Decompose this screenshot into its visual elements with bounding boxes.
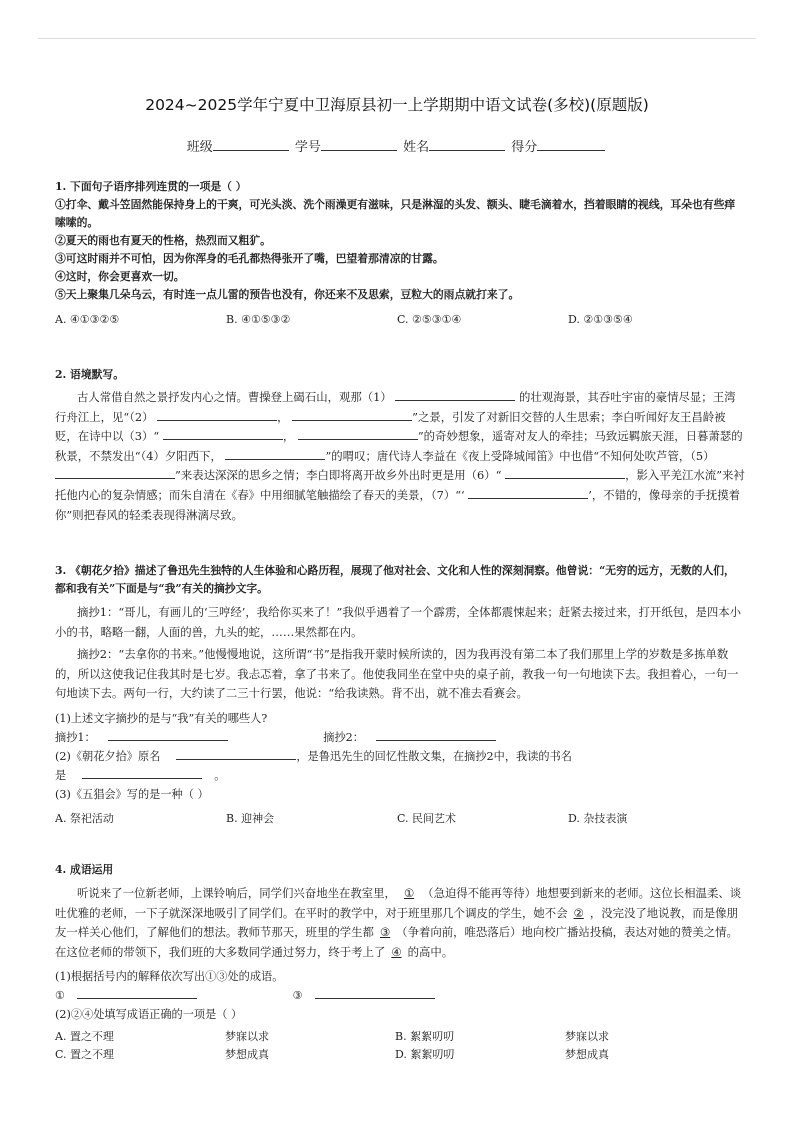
excerpt-2-blank[interactable] [376,728,496,741]
option-b[interactable]: B. ④①⑤③② [226,313,291,326]
student-info-line [0,136,794,155]
sentence-5: ⑤天上聚集几朵乌云，有时连一点儿雷的预告也没有，你还来不及思索，豆粒大的雨点就打来了。 [55,288,520,301]
question-3-options [55,810,745,828]
passage-text: ，影入平羌江水流”来衬托他内心的复杂情感；而朱自清在《春》中用细腻笔触描绘了春天的美景，（7）“‘ [55,468,745,502]
question-3 [55,562,745,828]
class-blank[interactable] [213,137,289,151]
fill-blank-5[interactable] [55,466,175,479]
sub-question-2-text: (2)《朝花夕拾》原名 [55,749,161,763]
sub-question-1-answers [55,986,745,1005]
fill-blank-6[interactable] [505,466,625,479]
sub-question-1-answers [55,728,745,747]
option-a[interactable]: A. 祭祀活动 [55,811,114,825]
score-label: 得分 [511,140,538,155]
option-b[interactable]: B. 絮絮叨叨 [395,1030,455,1044]
blank-marker-1[interactable]: ① [403,886,415,900]
blank-marker-4[interactable]: ④ [391,944,402,959]
excerpt-1-blank[interactable] [108,728,228,741]
fill-blank-2a[interactable] [157,408,277,421]
name-blank[interactable] [429,137,505,151]
fill-blank-4[interactable] [225,447,325,460]
name-label: 姓名 [403,140,430,155]
sub-question-3: (3)《五猖会》写的是一种（ ） [55,787,209,801]
blank-marker-3[interactable]: ③ [379,925,391,940]
question-4-stem: 4. 成语运用 [55,863,114,876]
option-d[interactable]: D. ②①③⑤④ [568,313,633,326]
excerpt-1-label: 摘抄1： [55,730,96,744]
answer-1-blank[interactable] [77,986,197,999]
passage-text: 古人常借自然之景抒发内心之情。曹操登上碣石山，观那（1） [77,390,392,404]
sub-question-1: (1)根据括号内的解释依次写出①③处的成语。 [55,970,284,984]
number-label: 学号 [294,140,321,155]
fill-blank-2b[interactable] [292,408,412,421]
score-blank[interactable] [537,137,605,151]
top-rule [38,38,756,39]
sentence-3: ③可这时雨并不可怕，因为你浑身的毛孔都热得张开了嘴，巴望着那清凉的甘露。 [55,252,444,265]
answer-1-label: ① [55,989,66,1003]
question-3-stem: 3. 《朝花夕拾》描述了鲁迅先生独特的人生体验和心路历程，展现了他对社会、文化和人性的深刻洞察。他曾说：“无穷的远方，无数的人们，都和我有关”下面是与“我”有关的摘抄文字。 [55,564,735,595]
passage-text: ， [282,429,295,444]
sub-question-2-text: ，是鲁迅先生的回忆性散文集，在摘抄2中，我读的书名 [296,749,572,763]
option-c-second: 梦想成真 [225,1048,269,1062]
passage-text: ”来表达深深的思乡之情；李白即将离开故乡外出时更是用（6）“ [175,468,502,483]
passage-text: 的高中。 [407,944,454,959]
option-d[interactable]: D. 絮絮叨叨 [395,1048,455,1062]
passage-text: ”的喟叹；唐代诗人李益在《夜上受降城闻笛》中也借“不知何处吹芦管，（5） [325,448,715,463]
fill-blank-3b[interactable] [298,427,418,440]
book-name-blank[interactable] [82,766,202,779]
passage-text: 听说来了一位新老师，上课铃响后，同学们兴奋地坐在教室里， [77,886,396,900]
question-1-stem: 1. 下面句子语序排列连贯的一项是（ ） [55,180,247,193]
option-b[interactable]: B. 迎神会 [226,811,275,825]
fill-blank-7[interactable] [468,486,588,499]
question-2-stem: 2. 语境默写。 [55,368,125,381]
sub-question-2: (2)②④处填写成语正确的一项是（ ） [55,1008,243,1022]
option-a[interactable]: A. 置之不理 [55,1030,114,1044]
question-1 [55,178,745,329]
sub-question-2 [55,747,745,766]
question-4-options-row-1 [55,1028,745,1046]
passage-text: （争着向前，唯恐落后）地向校广播站投稿，表达对她的赞美之情。在这位老师的带领下，我们班的大多数同学通过努力，终于考上了 [55,925,738,959]
option-c[interactable]: C. 置之不理 [55,1048,115,1062]
question-2 [55,366,745,525]
sub-question-2-text: 。 [214,768,226,782]
fill-blank-1[interactable] [395,388,515,401]
sub-question-2-cont [55,766,745,785]
blank-marker-2[interactable]: ② [573,905,584,920]
number-blank[interactable] [321,137,397,151]
sentence-2: ②夏天的雨也有夏天的性格，热烈而又粗犷。 [55,234,271,247]
passage-text: ”的奇妙想象，遥寄对友人的牵挂；马致远羁旅天涯，日暮萧瑟的秋景，不禁发出“（4）夕阳西下， [55,429,743,463]
option-b-second: 梦寐以求 [565,1030,609,1044]
question-4 [55,861,745,1064]
option-d-second: 梦想成真 [565,1048,609,1062]
passage-text: ，没完没了地说教，而是像朋友一样关心他们，了解他们的想法。教师节那天，班里的学生都 [55,905,738,940]
passage-text: ， [277,409,289,424]
passage-text: ”之景，引发了对新旧交替的人生思索；李白听闻好友王昌龄被贬，在诗中以（3）“ [55,409,726,444]
answer-3-blank[interactable] [315,986,435,999]
fill-blank-3a[interactable] [163,427,283,440]
option-d[interactable]: D. 杂技表演 [568,811,628,825]
sentence-4: ④这时，你会更喜欢一切。 [55,270,185,283]
question-4-passage [55,884,745,962]
question-1-options [55,311,745,329]
sub-question-1: (1)上述文字摘抄的是与“我”有关的哪些人? [55,711,268,725]
question-4-options-row-2 [55,1046,745,1064]
excerpt-1: 摘抄1：“哥儿，有画儿的‘三哼经’，我给你买来了！”我似乎遇着了一个霹雳，全体都震悚起来；赶紧去接过来，打开纸包，是四本小小的书，略略一翻，人面的兽，九头的蛇，……果然都在内。 [55,605,742,639]
passage-text: （急迫得不能再等待）地想要到新来的老师。这位长相温柔、谈吐优雅的老师，一下子就深深地吸引了同学们。在平时的教学中，对于班里那几个调皮的学生，她不会 [55,886,742,920]
page-title: 2024~2025学年宁夏中卫海原县初一上学期期中语文试卷(多校)(原题版) [145,96,649,114]
passage-text: 的壮观海景，其吞吐宇宙的豪情尽显；王湾行舟江上，见“（2） [55,390,736,424]
option-c[interactable]: C. 民间艺术 [397,811,457,825]
excerpt-2: 摘抄2：“去拿你的书来。”他慢慢地说，这所谓“书”是指我开蒙时候所读的，因为我再没有第二本了我们那里上学的岁数是多拣单数的，所以这使我记住我其时是七岁。我忐忑着，拿了书来了。他使我同坐在堂中央的桌子前，教我一句一句地读下去。我担着心，一句一句地读下去。两句一行，大约读了二三十行罢，他说：“给我读熟。背不出，就不准去看赛会。 [55,647,739,701]
sentence-1: ①打伞、戴斗笠固然能保持身上的干爽，可光头淡、洗个雨澡更有滋味，只是淋湿的头发、额头、睫毛滴着水，挡着眼睛的视线，耳朵也有些痒嗦嗦的。 [55,198,736,229]
option-c[interactable]: C. ②⑤③①④ [397,313,462,326]
answer-3-label: ③ [292,989,303,1003]
passage-text: ’，不错的，像母亲的手抚摸着你”则把春风的轻柔表现得淋漓尽致。 [55,487,740,522]
original-name-blank[interactable] [176,747,296,760]
class-label: 班级 [186,140,213,155]
sub-question-2-text: 是 [55,768,67,782]
excerpt-2-label: 摘抄2： [323,730,364,744]
option-a-second: 梦寐以求 [225,1030,269,1044]
option-a[interactable]: A. ④①③②⑤ [55,313,120,326]
question-2-passage [55,388,745,525]
